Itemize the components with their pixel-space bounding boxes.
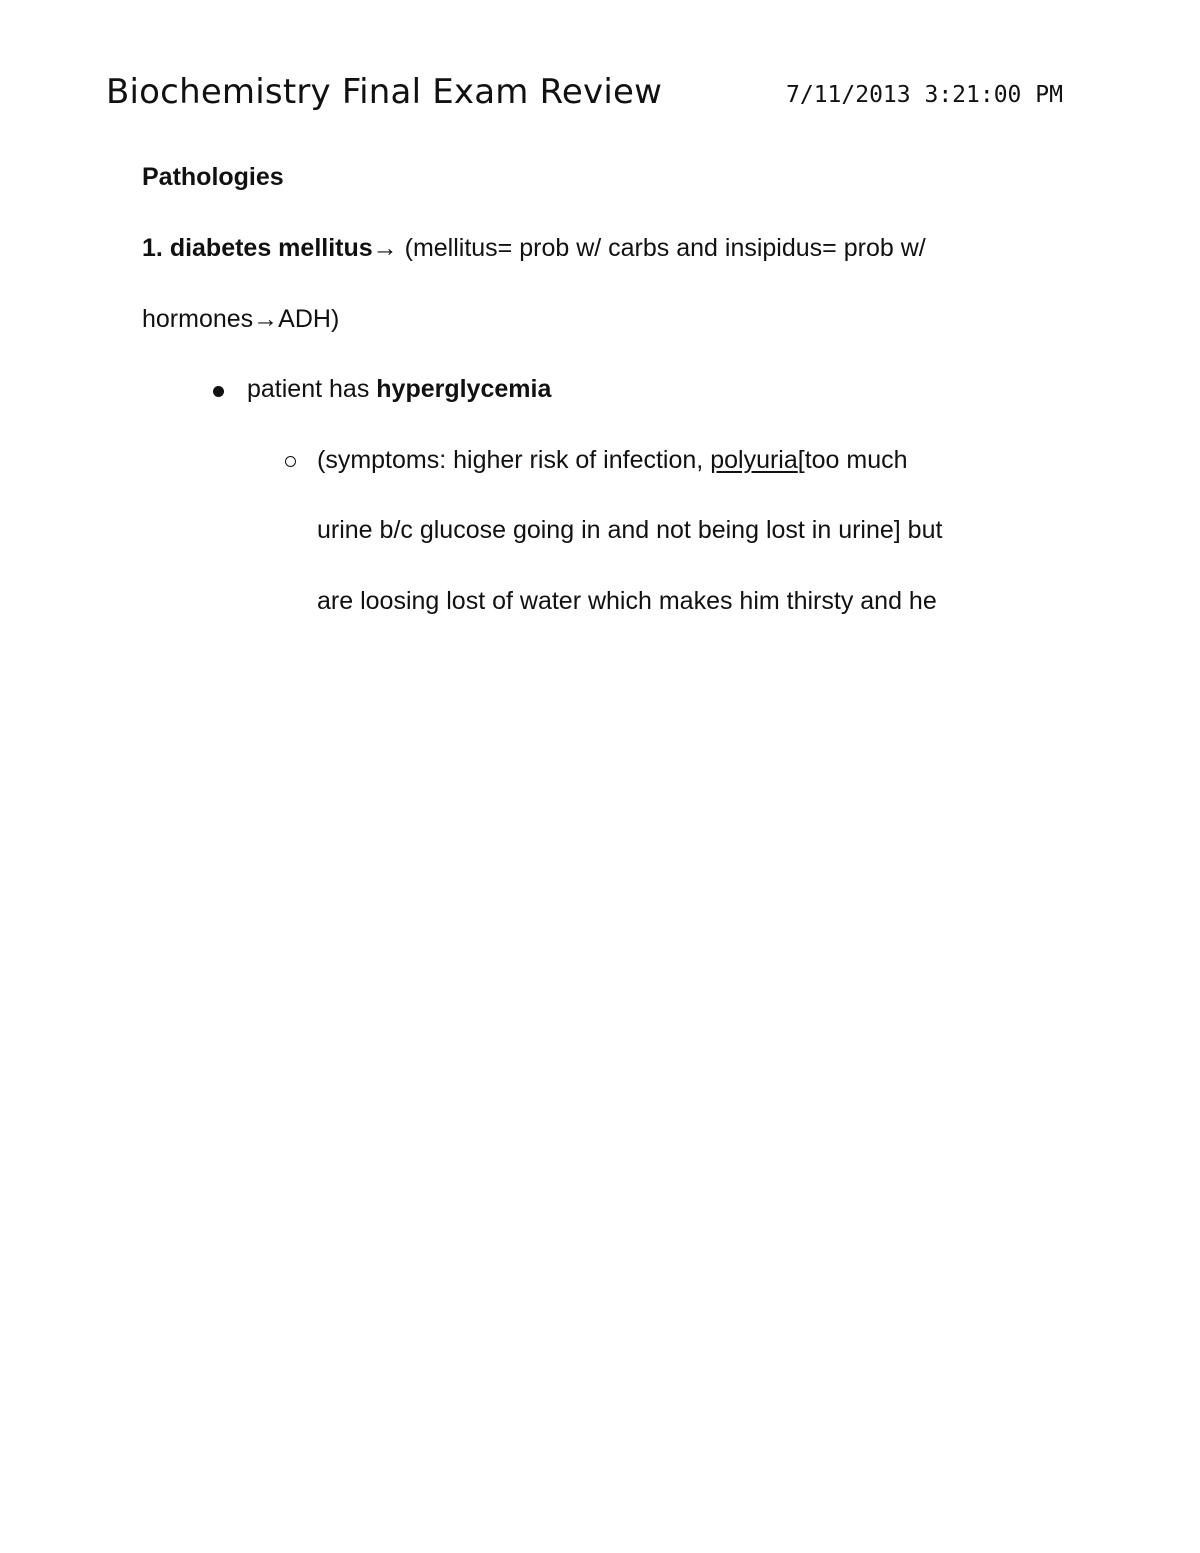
- list-item-line-1: [142, 234, 926, 263]
- subbullet-line-1: [317, 446, 908, 475]
- subbullet-line-2: urine b/c glucose going in and not being lost in urine] but: [317, 516, 943, 544]
- arrow-icon: →: [253, 305, 279, 333]
- underlined-term: polyuria: [710, 446, 798, 474]
- list-item-line-2: [142, 305, 339, 334]
- bullet-dot-icon: [213, 386, 224, 397]
- document-title: Biochemistry Final Exam Review: [106, 72, 663, 112]
- subbullet-line-3: are loosing lost of water which makes him thirsty and he: [317, 587, 937, 615]
- document-timestamp: 7/11/2013 3:21:00 PM: [786, 82, 1063, 108]
- subbullet-text: (symptoms: higher risk of infection,: [317, 446, 711, 474]
- bullet-circle-icon: [285, 456, 296, 467]
- list-item-text: ADH): [278, 305, 340, 333]
- section-heading: Pathologies: [142, 163, 284, 191]
- arrow-icon: →: [372, 234, 398, 262]
- bullet-text: patient has: [247, 375, 377, 403]
- subbullet-text: [too much: [797, 446, 908, 474]
- list-item-term: diabetes mellitus: [169, 234, 373, 262]
- bullet-item: [247, 375, 551, 404]
- list-item-text: hormones: [142, 305, 254, 333]
- list-item-description: (mellitus= prob w/ carbs and insipidus= prob w/: [397, 234, 926, 262]
- bullet-bold-term: hyperglycemia: [376, 375, 552, 403]
- list-item-number: 1.: [142, 234, 163, 262]
